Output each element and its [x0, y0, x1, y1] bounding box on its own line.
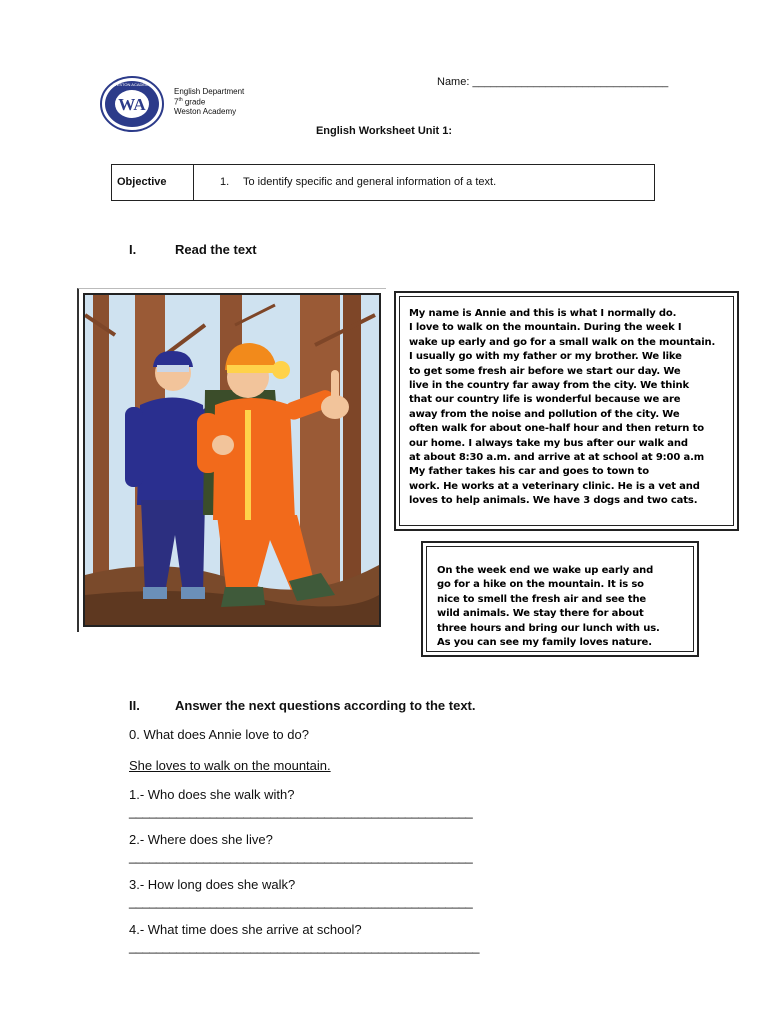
question-3: 3.- How long does she walk? — [129, 877, 296, 892]
question-0: 0. What does Annie love to do? — [129, 727, 309, 742]
story-line: loves to help animals. We have 3 dogs and two cats. — [409, 495, 698, 507]
answer-2-line[interactable]: ___________________________________________________ — [129, 849, 473, 864]
story-line: wake up early and go for a small walk on the mountain. — [409, 336, 716, 348]
question-2: 2.- Where does she live? — [129, 832, 273, 847]
logo-ring-text: WESTON ACADEMY — [112, 82, 152, 87]
story-line: away from the noise and pollution of the city. We — [409, 408, 680, 420]
school-logo — [100, 76, 164, 132]
question-4: 4.- What time does she arrive at school? — [129, 922, 362, 937]
objective-number: 1. — [220, 176, 230, 188]
objective-label: Objective — [112, 165, 194, 200]
story-line: On the week end we wake up early and — [437, 565, 654, 576]
story-line: work. He works at a veterinary clinic. He is a vet and — [409, 480, 700, 492]
story-line: often walk for about one-half hour and then return to — [409, 423, 704, 435]
objective-table — [111, 164, 655, 201]
story-line: go for a hike on the mountain. It is so — [437, 579, 644, 591]
answer-3-line[interactable]: ___________________________________________________ — [129, 894, 473, 909]
hikers-illustration — [83, 293, 381, 627]
story-line: As you can see my family loves nature. — [437, 637, 652, 648]
section2-number: II. — [129, 698, 140, 713]
story-line: My name is Annie and this is what I normally do. — [409, 308, 677, 319]
answer-4-line[interactable]: ____________________________________________________ — [129, 939, 479, 954]
answer-1-line[interactable]: ___________________________________________________ — [129, 804, 473, 819]
story-line: live in the country far away from the city. We think — [409, 380, 689, 391]
story-line: nice to smell the fresh air and see the — [437, 593, 647, 605]
section2-title: Answer the next questions according to the text. — [175, 698, 476, 713]
story-line: I usually go with my father or my brother. We like — [409, 351, 682, 363]
story-line: to get some fresh air before we start our day. We — [409, 365, 681, 377]
question-1: 1.- Who does she walk with? — [129, 787, 295, 802]
story-text-box-1 — [394, 291, 739, 531]
answer-0-example: She loves to walk on the mountain. — [129, 758, 331, 773]
objective-text: To identify specific and general information of a text. — [243, 176, 497, 188]
story-line: three hours and bring our lunch with us. — [437, 622, 660, 634]
school-name: Weston Academy — [174, 106, 237, 116]
story-line: our home. I always take my bus after our walk and — [409, 437, 688, 449]
section1-number: I. — [129, 242, 137, 257]
section1-title: Read the text — [175, 242, 257, 257]
story-line: at about 8:30 a.m. and arrive at at school at 9:00 a.m — [409, 452, 704, 463]
department-info — [174, 87, 244, 116]
name-field[interactable]: Name: ________________________________ — [437, 76, 669, 88]
story-line: that our country life is wonderful because we are — [409, 394, 681, 406]
worksheet-title: English Worksheet Unit 1: — [315, 125, 453, 137]
logo-monogram: WA — [118, 95, 146, 114]
department-name: English Department — [174, 87, 245, 96]
story-line: wild animals. We stay there for about — [437, 608, 644, 620]
story-line: I love to walk on the mountain. During the week I — [409, 322, 682, 334]
story-line: My father takes his car and goes to town to — [409, 466, 649, 478]
story-text-box-2 — [421, 541, 699, 657]
grade-line: 7th grade — [174, 97, 206, 107]
